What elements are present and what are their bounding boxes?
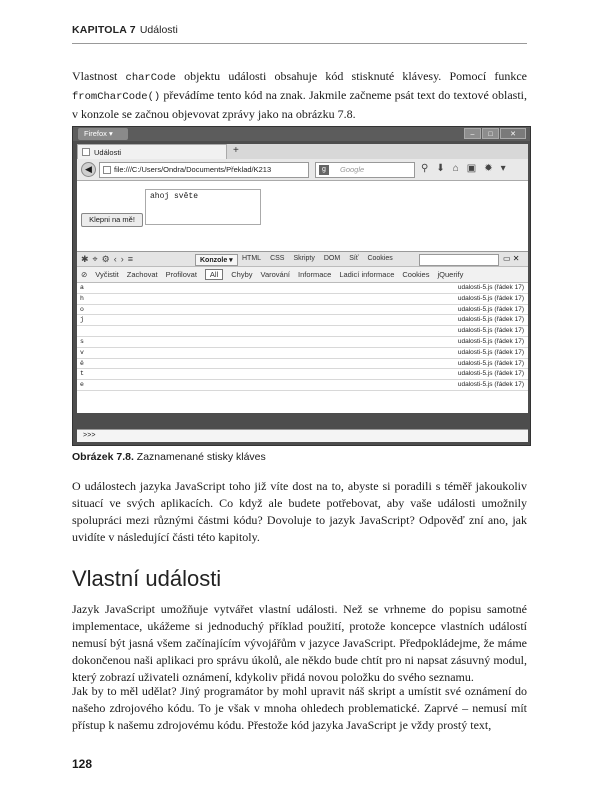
menu-icon[interactable]: ▾ (500, 163, 506, 174)
search-input[interactable] (315, 162, 415, 178)
intro-text-3: převádíme tento kód na znak. Jakmile začneme psát text do textové oblasti, v konzole se začnou objevovat zprávy jako na obrázku 7.8. (72, 88, 527, 121)
log-char: s (80, 338, 84, 345)
command-line-input[interactable]: >>> (77, 429, 528, 442)
log-row (77, 359, 528, 370)
close-icon[interactable]: ✕ (500, 128, 526, 139)
console-toolbar-items (81, 269, 463, 280)
log-row (77, 283, 528, 294)
inspect-icon[interactable]: ⌖ (92, 254, 98, 264)
firebug-window-controls[interactable]: ▭ ✕ (503, 254, 520, 263)
log-char: a (80, 284, 84, 291)
browser-screenshot (72, 126, 531, 446)
filter-jquerify[interactable]: jQuerify (437, 270, 464, 279)
page-number: 128 (72, 757, 93, 771)
window-titlebar (73, 127, 530, 141)
running-header (72, 24, 527, 44)
caption-text: Zaznamenané stisky kláves (133, 451, 266, 463)
panel-tab[interactable]: Skripty (293, 255, 315, 262)
log-char: o (80, 305, 84, 313)
file-icon (103, 166, 111, 174)
filter-warnings[interactable]: Varování (260, 270, 290, 279)
panel-tab[interactable]: CSS (270, 255, 285, 262)
filter-info[interactable]: Informace (297, 270, 332, 279)
tab-bar (77, 144, 528, 159)
log-source-link[interactable]: udalosti-5.js (řádek 17) (457, 305, 524, 313)
chapter-title: Události (139, 24, 178, 36)
log-row (77, 315, 528, 326)
firefox-menu-button[interactable]: Firefox ▾ (78, 128, 128, 140)
minimize-icon[interactable]: – (464, 128, 481, 139)
clear-button[interactable]: Vyčistit (95, 270, 119, 279)
page-icon (82, 148, 90, 156)
intro-text-2: objektu události obsahuje kód stisknuté klávesy. Pomocí funkce (175, 69, 527, 83)
log-char: v (80, 348, 84, 356)
url-bar[interactable] (99, 162, 309, 178)
panel-tab[interactable]: Síť (349, 255, 359, 262)
firebug-icons (81, 254, 133, 265)
log-row (77, 337, 528, 348)
log-row (77, 294, 528, 305)
text-area[interactable]: ahoj světe (145, 189, 261, 225)
log-source-link[interactable]: udalosti-5.js (řádek 17) (457, 294, 524, 302)
clear-icon[interactable]: ⊘ (81, 270, 88, 279)
console-log (77, 283, 528, 413)
panel-tab[interactable]: Cookies (367, 255, 393, 262)
intro-paragraph (72, 68, 527, 123)
forward-icon[interactable]: › (120, 254, 124, 264)
panel-tabs (242, 255, 393, 262)
settings-icon[interactable]: ⚙ (101, 254, 110, 264)
figure-caption (72, 451, 527, 463)
url-text: file:///C:/Users/Ondra/Documents/Překlad/K213 (114, 165, 272, 174)
log-char: e (80, 381, 84, 389)
tab-udalosti[interactable] (77, 144, 227, 159)
tab-title: Události (94, 148, 122, 157)
section-title: Vlastní události (72, 566, 222, 591)
back-icon[interactable]: ‹ (113, 254, 117, 264)
log-source-link[interactable]: udalosti-5.js (řádek 17) (457, 348, 524, 356)
body-paragraph-4: Jak by to měl udělat? Jiný programátor by mohl upravit náš skript a umístit své oznámení do našeho zdrojového kódu. To je však v mnoha ohledech problematické. Zaprvé – nemusí mít přístup k našemu zdrojovému kódu. Přestože kód jazyka JavaScript je vždy prostý text, (72, 684, 527, 732)
filter-cookies[interactable]: Cookies (402, 270, 430, 279)
filter-debug[interactable]: Ladicí informace (339, 270, 395, 279)
log-char: ě (80, 359, 84, 367)
log-source-link[interactable]: udalosti-5.js (řádek 17) (457, 381, 524, 389)
back-arrow-icon[interactable]: ◀ (81, 162, 96, 177)
log-row (77, 369, 528, 380)
panel-tab[interactable]: HTML (242, 255, 262, 262)
log-source-link[interactable]: udalosti-5.js (řádek 17) (457, 284, 524, 291)
search-icon[interactable]: ⚲ (421, 163, 429, 174)
log-row (77, 348, 528, 359)
window-controls (464, 128, 526, 139)
firebug-toolbar (77, 251, 528, 267)
log-char: t (80, 370, 84, 378)
panel-tab[interactable]: DOM (323, 255, 341, 262)
profile-button[interactable]: Profilovat (165, 270, 197, 279)
new-tab-icon[interactable]: + (233, 145, 239, 156)
log-source-link[interactable]: udalosti-5.js (řádek 17) (457, 370, 524, 378)
intro-text-1: Vlastnost (72, 69, 126, 83)
log-source-link[interactable]: udalosti-5.js (řádek 17) (457, 327, 524, 335)
list-icon[interactable]: ≡ (127, 254, 133, 264)
log-row (77, 326, 528, 337)
persist-button[interactable]: Zachovat (126, 270, 158, 279)
code-fromcharcode: fromCharCode() (72, 91, 161, 103)
filter-errors[interactable]: Chyby (231, 270, 253, 279)
addon-icon[interactable]: ✹ (484, 163, 493, 174)
filter-all[interactable]: All (205, 269, 223, 280)
maximize-icon[interactable]: □ (482, 128, 499, 139)
google-icon: g (319, 165, 329, 175)
log-source-link[interactable]: udalosti-5.js (řádek 17) (457, 338, 524, 345)
console-toolbar (77, 267, 528, 283)
search-placeholder: Google (340, 165, 365, 174)
log-source-link[interactable]: udalosti-5.js (řádek 17) (457, 316, 524, 324)
click-me-button[interactable]: Klepni na mě! (81, 213, 143, 227)
bookmark-icon[interactable]: ▣ (466, 163, 477, 174)
home-icon[interactable]: ⌂ (452, 163, 459, 174)
bug-icon[interactable]: ✱ (81, 254, 89, 264)
log-source-link[interactable]: udalosti-5.js (řádek 17) (457, 359, 524, 367)
console-dropdown[interactable]: Konzole ▾ (195, 254, 238, 266)
body-paragraph-3: Jazyk JavaScript umožňuje vytvářet vlastní události. Než se vrhneme do popisu samotné implementace, ukážeme si jednoduchý příklad použití, protože koncepce vlastních událostí nemusí být jasná všem začínajícím vývojářům v jazyce JavaScript. Předpokládejme, že máme dokončenou naši aplikaci pro správu úkolů, ale někdo bude chtít pro ni napsat zásuvný modul, který zobrazí uživateli oznámení, kdykoliv přidá novou položku do svého seznamu. (72, 602, 527, 684)
caption-label: Obrázek 7.8. (72, 451, 134, 463)
log-row (77, 380, 528, 391)
code-charcode: charCode (125, 72, 176, 84)
download-icon[interactable]: ⬇ (436, 163, 445, 174)
toolbar-icons (421, 163, 506, 174)
log-char: h (80, 294, 84, 302)
navigation-bar (77, 159, 528, 181)
log-char: j (80, 316, 84, 324)
firebug-search-input[interactable] (419, 254, 499, 266)
chapter-label: KAPITOLA 7 (72, 24, 136, 36)
body-paragraph-2: O událostech jazyka JavaScript toho již víte dost na to, abyste si poradili s téměř jakoukoliv situací ve svých aplikacích. Co když ale budete potřebovat, aby vaše události umožnily spolupráci mezi různými částmi kódu? Dovoluje to jazyk JavaScript? Odpověď zní ano, jak uvidíte v následující části této kapitoly. (72, 479, 527, 544)
log-row (77, 305, 528, 316)
